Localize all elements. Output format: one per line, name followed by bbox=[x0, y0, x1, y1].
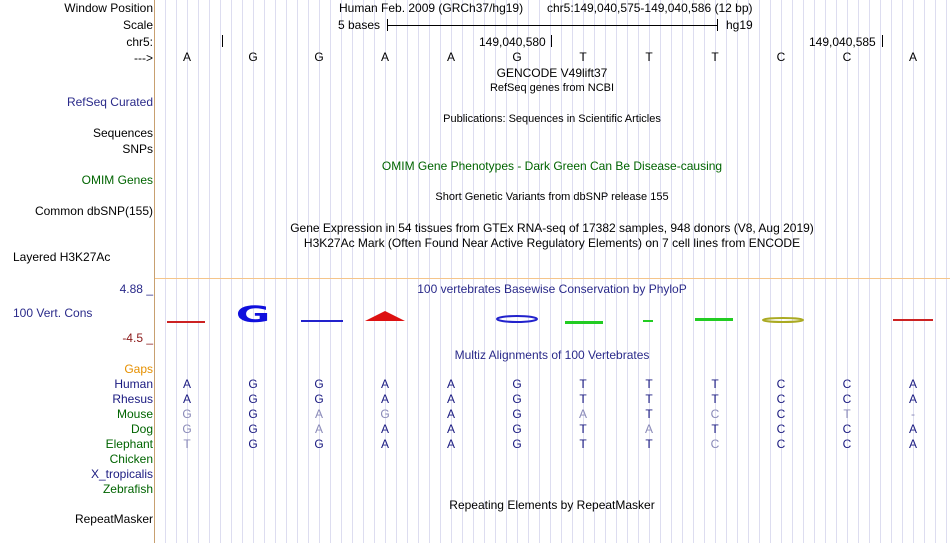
alignment-base: T bbox=[645, 407, 653, 421]
species-label[interactable]: Chicken bbox=[109, 452, 153, 466]
alignment-base: T bbox=[579, 377, 587, 391]
gtex-title[interactable]: Gene Expression in 54 tissues from GTEx RNA-seq of 17382 samples, 948 donors (V8, Aug 2019) bbox=[290, 221, 814, 235]
h3k27-label[interactable]: Layered H3K27Ac bbox=[13, 250, 111, 264]
ruler-coord-2: 149,040,585 bbox=[809, 35, 876, 49]
grid-line bbox=[198, 0, 199, 543]
refseq-title[interactable]: RefSeq genes from NCBI bbox=[489, 82, 615, 94]
phylop-glyph-g-small bbox=[497, 316, 537, 322]
track-separator bbox=[155, 278, 950, 279]
grid-line bbox=[440, 0, 441, 543]
grid-line bbox=[660, 0, 661, 543]
alignment-base: A bbox=[446, 377, 455, 391]
phylop-max: 4.88 _ bbox=[119, 282, 153, 296]
grid-line bbox=[715, 0, 716, 543]
phylop-bar bbox=[695, 318, 733, 321]
base-letter: G bbox=[314, 50, 324, 64]
alignment-base: C bbox=[776, 437, 786, 451]
grid-line bbox=[858, 0, 859, 543]
alignment-base: G bbox=[512, 422, 522, 436]
species-label[interactable]: X_tropicalis bbox=[90, 467, 153, 481]
alignment-base: A bbox=[908, 422, 917, 436]
alignment-base: C bbox=[842, 392, 852, 406]
alignment-base: A bbox=[446, 422, 455, 436]
grid-line bbox=[803, 0, 804, 543]
base-letter: A bbox=[446, 50, 455, 64]
alignment-base: A bbox=[380, 422, 389, 436]
alignment-base: C bbox=[842, 422, 852, 436]
scale-db: hg19 bbox=[726, 18, 753, 32]
grid-line bbox=[748, 0, 749, 543]
grid-line bbox=[176, 0, 177, 543]
phylop-bar bbox=[565, 321, 603, 324]
grid-line bbox=[737, 0, 738, 543]
phylop-bar bbox=[167, 321, 205, 323]
phylop-glyph-c bbox=[763, 318, 803, 322]
assembly-title: Human Feb. 2009 (GRCh37/hg19) bbox=[339, 1, 524, 15]
base-letter: T bbox=[645, 50, 653, 64]
alignment-base: G bbox=[248, 377, 258, 391]
repeatmasker-label[interactable]: RepeatMasker bbox=[74, 512, 153, 526]
base-letter: A bbox=[908, 50, 917, 64]
alignment-base: A bbox=[380, 392, 389, 406]
base-letter: A bbox=[380, 50, 389, 64]
alignment-base: A bbox=[908, 437, 917, 451]
grid-line bbox=[209, 0, 210, 543]
alignment-base: A bbox=[446, 407, 455, 421]
alignment-base: T bbox=[711, 392, 719, 406]
grid-line bbox=[308, 0, 309, 543]
grid-line bbox=[638, 0, 639, 543]
grid-line bbox=[726, 0, 727, 543]
grid-line bbox=[418, 0, 419, 543]
grid-line bbox=[297, 0, 298, 543]
dbsnp-label[interactable]: Common dbSNP(155) bbox=[34, 204, 153, 218]
base-letter: G bbox=[512, 50, 522, 64]
grid-line bbox=[649, 0, 650, 543]
alignment-base: G bbox=[512, 377, 522, 391]
snps-label[interactable]: SNPs bbox=[122, 142, 153, 156]
strand-label[interactable]: ---> bbox=[134, 51, 153, 65]
base-letter: C bbox=[842, 50, 852, 64]
base-letter: T bbox=[579, 50, 587, 64]
grid-line bbox=[473, 0, 474, 543]
alignment-base: A bbox=[644, 422, 653, 436]
grid-line bbox=[242, 0, 243, 543]
phylop-title[interactable]: 100 vertebrates Basewise Conservation by PhyloP bbox=[417, 282, 687, 296]
grid-line bbox=[374, 0, 375, 543]
grid-line bbox=[704, 0, 705, 543]
alignment-base: G bbox=[182, 422, 192, 436]
alignment-base: A bbox=[182, 392, 191, 406]
grid-line bbox=[385, 0, 386, 543]
grid-line bbox=[231, 0, 232, 543]
grid-line bbox=[616, 0, 617, 543]
alignment-base: T bbox=[843, 407, 851, 421]
grid-line bbox=[363, 0, 364, 543]
scale-bar bbox=[387, 25, 718, 26]
alignment-base: G bbox=[314, 377, 324, 391]
alignment-base: G bbox=[512, 392, 522, 406]
phylop-label[interactable]: 100 Vert. Cons bbox=[13, 306, 93, 320]
species-label[interactable]: Human bbox=[114, 377, 153, 391]
grid-line bbox=[330, 0, 331, 543]
alignment-base: C bbox=[776, 377, 786, 391]
species-label[interactable]: Dog bbox=[130, 422, 153, 436]
alignment-base: A bbox=[314, 407, 323, 421]
grid-line bbox=[319, 0, 320, 543]
base-letter: T bbox=[711, 50, 719, 64]
grid-line bbox=[913, 0, 914, 543]
publications-title[interactable]: Publications: Sequences in Scientific Articles bbox=[443, 113, 661, 125]
grid-line bbox=[275, 0, 276, 543]
alignment-base: A bbox=[380, 377, 389, 391]
alignment-base: T bbox=[183, 437, 191, 451]
alignment-base: G bbox=[248, 407, 258, 421]
omim-title[interactable]: OMIM Gene Phenotypes - Dark Green Can Be Disease-causing bbox=[381, 159, 723, 173]
phylop-min: -4.5 _ bbox=[122, 331, 153, 345]
alignment-base: A bbox=[578, 407, 587, 421]
window-position-label: Window Position bbox=[64, 1, 153, 15]
grid-line bbox=[165, 0, 166, 543]
grid-line bbox=[429, 0, 430, 543]
alignment-base: A bbox=[446, 437, 455, 451]
alignment-base: T bbox=[645, 377, 653, 391]
grid-line bbox=[671, 0, 672, 543]
grid-line bbox=[220, 0, 221, 543]
species-label[interactable]: Elephant bbox=[105, 437, 153, 451]
phylop-glyph-a bbox=[365, 311, 405, 321]
alignment-base: G bbox=[182, 407, 192, 421]
phylop-bar bbox=[301, 320, 343, 322]
grid-line bbox=[759, 0, 760, 543]
ruler-tick bbox=[882, 35, 883, 47]
grid-line bbox=[286, 0, 287, 543]
multiz-title[interactable]: Multiz Alignments of 100 Vertebrates bbox=[454, 348, 650, 362]
alignment-base: T bbox=[645, 437, 653, 451]
sequences-label[interactable]: Sequences bbox=[92, 126, 153, 140]
omim-label[interactable]: OMIM Genes bbox=[81, 173, 153, 187]
alignment-base: G bbox=[314, 437, 324, 451]
alignment-base: C bbox=[776, 392, 786, 406]
grid-line bbox=[693, 0, 694, 543]
grid-line bbox=[935, 0, 936, 543]
alignment-base: A bbox=[908, 377, 917, 391]
chr-label: chr5: bbox=[126, 35, 153, 49]
alignment-base: T bbox=[579, 422, 587, 436]
gencode-title[interactable]: GENCODE V49lift37 bbox=[496, 66, 608, 80]
refseq-label[interactable]: RefSeq Curated bbox=[66, 95, 153, 109]
alignment-base: A bbox=[446, 392, 455, 406]
alignment-base: T bbox=[711, 377, 719, 391]
grid-line bbox=[627, 0, 628, 543]
grid-line bbox=[814, 0, 815, 543]
alignment-base: G bbox=[512, 437, 522, 451]
ruler-tick bbox=[222, 35, 223, 47]
gaps-label[interactable]: Gaps bbox=[124, 362, 153, 376]
grid-line bbox=[462, 0, 463, 543]
window-position: chr5:149,040,575-149,040,586 (12 bp) bbox=[547, 1, 753, 15]
grid-line bbox=[792, 0, 793, 543]
grid-line bbox=[891, 0, 892, 543]
base-letter: A bbox=[182, 50, 191, 64]
alignment-base: C bbox=[710, 437, 720, 451]
alignment-base: A bbox=[182, 377, 191, 391]
ruler-tick bbox=[551, 35, 552, 47]
grid-line bbox=[264, 0, 265, 543]
alignment-base: G bbox=[512, 407, 522, 421]
base-letter: G bbox=[248, 50, 258, 64]
grid-line bbox=[836, 0, 837, 543]
grid-line bbox=[187, 0, 188, 543]
grid-line bbox=[770, 0, 771, 543]
alignment-base: T bbox=[579, 392, 587, 406]
grid-line bbox=[847, 0, 848, 543]
grid-line bbox=[946, 0, 947, 543]
h3k27-title[interactable]: H3K27Ac Mark (Often Found Near Active Regulatory Elements) on 7 cell lines from ENCODE bbox=[303, 236, 801, 250]
alignment-base: - bbox=[911, 407, 915, 421]
grid-line bbox=[352, 0, 353, 543]
dbsnp-title[interactable]: Short Genetic Variants from dbSNP release 155 bbox=[435, 191, 669, 203]
species-label[interactable]: Rhesus bbox=[112, 392, 153, 406]
alignment-base: A bbox=[380, 437, 389, 451]
scale-tick-right bbox=[717, 19, 718, 31]
alignment-base: T bbox=[711, 422, 719, 436]
phylop-bar bbox=[893, 319, 933, 321]
alignment-base: G bbox=[314, 392, 324, 406]
alignment-base: A bbox=[314, 422, 323, 436]
scale-text: 5 bases bbox=[338, 18, 381, 32]
phylop-plot bbox=[155, 296, 950, 336]
alignment-base: G bbox=[248, 422, 258, 436]
grid-line bbox=[341, 0, 342, 543]
alignment-base: C bbox=[776, 407, 786, 421]
alignment-base: C bbox=[776, 422, 786, 436]
species-label[interactable]: Zebrafish bbox=[102, 482, 153, 496]
alignment-base: A bbox=[908, 392, 917, 406]
repeatmasker-title[interactable]: Repeating Elements by RepeatMasker bbox=[449, 498, 655, 512]
scale-label: Scale bbox=[122, 18, 153, 32]
ruler-coord-1: 149,040,580 bbox=[479, 35, 546, 49]
alignment-base: T bbox=[579, 437, 587, 451]
alignment-base: G bbox=[380, 407, 390, 421]
grid-line bbox=[484, 0, 485, 543]
grid-line bbox=[902, 0, 903, 543]
alignment-base: C bbox=[842, 377, 852, 391]
grid-line bbox=[407, 0, 408, 543]
grid-line bbox=[396, 0, 397, 543]
grid-line bbox=[682, 0, 683, 543]
grid-line bbox=[451, 0, 452, 543]
alignment-base: T bbox=[645, 392, 653, 406]
grid-line bbox=[825, 0, 826, 543]
alignment-base: C bbox=[842, 437, 852, 451]
grid-line bbox=[781, 0, 782, 543]
species-label[interactable]: Mouse bbox=[116, 407, 153, 421]
grid-line bbox=[869, 0, 870, 543]
grid-line bbox=[880, 0, 881, 543]
base-letter: C bbox=[776, 50, 786, 64]
alignment-base: G bbox=[248, 437, 258, 451]
phylop-glyph-g: G bbox=[235, 301, 271, 328]
grid-line bbox=[924, 0, 925, 543]
alignment-base: G bbox=[248, 392, 258, 406]
phylop-bar bbox=[643, 320, 653, 322]
grid-line bbox=[253, 0, 254, 543]
alignment-base: C bbox=[710, 407, 720, 421]
